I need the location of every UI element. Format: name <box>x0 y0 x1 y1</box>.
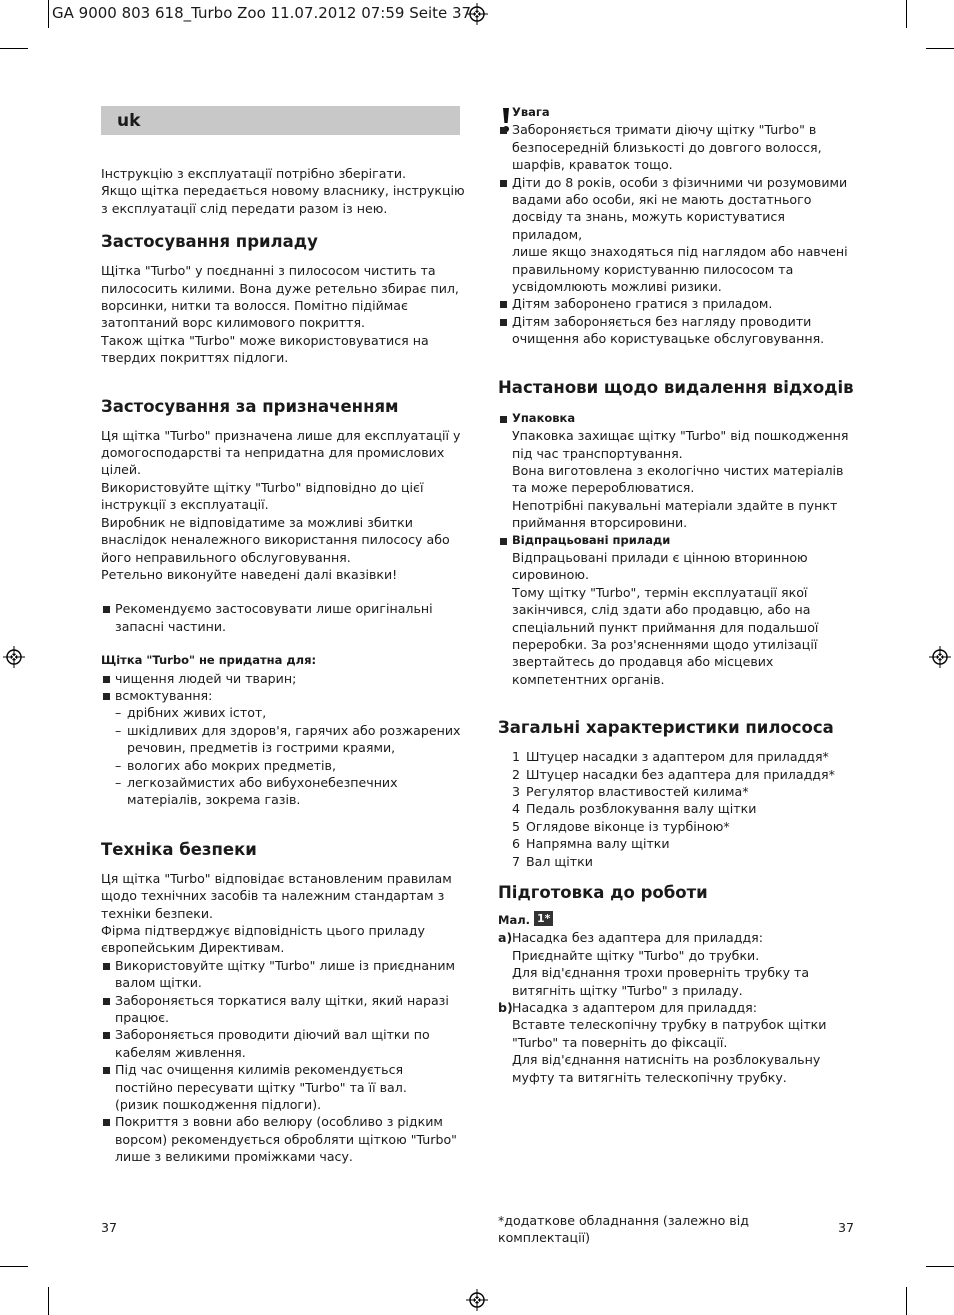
body-line: затоптаний ворс килимового покриття. <box>101 315 366 331</box>
bullet-text: усвідомлюють можливі ризики. <box>512 279 722 295</box>
registration-mark-icon <box>3 646 25 668</box>
bullet-text: Покриття з вовни або велюру (особливо з рідким <box>115 1114 443 1130</box>
intro-line: з експлуатації слід передати разом із нею. <box>101 200 388 216</box>
body-line: Упаковка захищає щітку "Turbo" від пошкодження <box>512 428 849 444</box>
body-line: техніки безпеки. <box>101 905 214 921</box>
bullet-text: вадами або особи, які не мають достатнього <box>512 192 812 208</box>
bullet-text: правильному користуванню пилососом та <box>512 261 794 277</box>
body-line: внаслідок неналежного використання пилососу або <box>101 532 450 548</box>
body-line: Фірма підтверджує відповідність цього приладу <box>101 923 425 938</box>
crop-mark <box>926 1266 954 1267</box>
language-code: uk <box>117 111 141 131</box>
crop-mark <box>926 48 954 49</box>
body-line: щодо технічних засобів та належним стандартам з <box>101 888 445 904</box>
dash-item <box>101 704 466 721</box>
intro-line: Якщо щітка передається новому власнику, інструкцію <box>101 183 465 199</box>
bullet-text: Забороняється проводити діючий вал щітки по <box>115 1027 430 1043</box>
bullet-text: постійно пересувати щітку "Turbo" та її вал. <box>115 1079 407 1095</box>
item-text: Штуцер насадки без адаптера для приладдя* <box>526 766 835 782</box>
body-line: твердих покриттях підлоги. <box>101 350 289 366</box>
item-number: 6 <box>512 836 521 852</box>
bullet-item <box>101 992 466 1027</box>
list-item <box>512 835 858 852</box>
item-number: 2 <box>512 766 521 782</box>
body-line: домогосподарстві та непридатна для промислових <box>101 445 445 461</box>
body-line: муфту та витягніть телескопічну трубку. <box>512 1069 787 1085</box>
body-line: звертайтесь до продавця або місцевих <box>512 654 774 670</box>
body-line: "Turbo" та поверніть до фіксації. <box>512 1034 728 1050</box>
bullet-text: всмоктування: <box>115 687 213 703</box>
item-number: 3 <box>512 784 521 799</box>
section-heading-preparation: Підготовка до роботи <box>498 883 708 903</box>
body-line: Виробник не відповідатиме за можливі збитки <box>101 514 413 530</box>
parts-list <box>498 748 858 870</box>
figure-reference <box>498 911 858 929</box>
item-text: Оглядове віконце із турбіною* <box>526 818 730 834</box>
bullet-text: Використовуйте щітку "Turbo" лише із приєднаним <box>115 957 456 973</box>
section-heading-purpose: Застосування за призначенням <box>101 396 399 416</box>
bullet-text: лише з великими проміжками часу. <box>115 1149 353 1165</box>
print-slug: GA 9000 803 618_Turbo Zoo 11.07.2012 07:59 Seite 37 <box>52 4 472 22</box>
step-text: Насадка з адаптером для приладдя: <box>512 1000 757 1016</box>
dash-text: – вологих або мокрих предметів, <box>127 757 336 773</box>
registration-mark-icon <box>929 646 951 668</box>
item-number: 5 <box>512 818 521 834</box>
bullet-text: Під час очищення килимів рекомендується <box>115 1062 404 1078</box>
dash-item <box>101 774 466 809</box>
packaging-heading: Упаковка <box>512 410 576 425</box>
section-heading-use: Застосування приладу <box>101 232 318 252</box>
body-line: ворсинки, нитки та волосся. Помітно підіймає <box>101 298 408 314</box>
bullet-text: працює. <box>115 1010 170 1026</box>
body-line: Для від'єднання натисніть на розблокувальну <box>512 1052 821 1068</box>
body-line: європейським Директивам. <box>101 940 285 956</box>
bullet-text: досвіду та знань, можуть користуватися приладом, <box>512 209 785 242</box>
list-item <box>512 783 858 800</box>
bullet-text: запасні частини. <box>115 618 227 634</box>
bullet-item <box>101 600 466 635</box>
item-number: 4 <box>512 801 521 817</box>
list-item <box>512 818 858 835</box>
bullet-item <box>101 687 466 704</box>
footnote-line: *додаткове обладнання (залежно від <box>498 1213 749 1228</box>
bullet-text: безпосередній близькості до довгого волосся, <box>512 139 822 155</box>
bullet-item <box>498 174 858 296</box>
dash-item <box>101 722 466 757</box>
bullet-text: (ризик пошкодження підлоги). <box>115 1097 322 1113</box>
left-column <box>101 165 466 1166</box>
body-line: інструкції з експлуатації. <box>101 497 269 513</box>
bullet-item <box>101 670 466 687</box>
registration-mark-icon <box>466 1289 488 1311</box>
item-text: Штуцер насадки з адаптером для приладдя* <box>526 749 829 765</box>
bullet-item <box>498 313 858 348</box>
body-line: та може перероблюватися. <box>512 480 695 496</box>
bullet-text: Забороняється торкатися валу щітки, який наразі <box>115 992 449 1008</box>
body-line: Щітка "Turbo" у поєднанні з пилососом чистить та <box>101 263 436 279</box>
dash-text: речовин, предметів із гострими краями, <box>127 740 396 756</box>
intro-line: Інструкцію з експлуатації потрібно зберігати. <box>101 166 407 181</box>
right-column <box>498 104 858 1086</box>
step-b <box>498 999 858 1016</box>
bullet-text: шарфів, краваток тощо. <box>512 157 673 173</box>
item-text: Педаль розблокування валу щітки <box>526 801 757 817</box>
body-line: Вставте телескопічну трубку в патрубок щітки <box>512 1017 827 1033</box>
bullet-text: Дітям заборонено гратися з приладом. <box>512 296 773 312</box>
body-line: компетентних органів. <box>512 671 665 687</box>
bullet-item <box>101 1061 466 1113</box>
step-b-text <box>498 1016 858 1086</box>
bullet-text: валом щітки. <box>115 975 202 991</box>
bullet-text: очищення або користувацьке обслуговування. <box>512 331 825 347</box>
list-item <box>512 800 858 817</box>
item-number: 7 <box>512 853 521 869</box>
body-line: Для від'єднання трохи проверніть трубку та <box>512 965 810 981</box>
packaging-text <box>498 427 858 531</box>
body-line: Ретельно виконуйте наведені далі вказівки! <box>101 566 398 582</box>
footnote-line: комплектації) <box>498 1230 590 1246</box>
page-number-left: 37 <box>101 1220 118 1235</box>
crop-mark <box>0 1266 28 1267</box>
footnote <box>498 1212 798 1247</box>
bullet-item <box>498 121 858 173</box>
step-a <box>498 929 858 946</box>
body-line: цілей. <box>101 462 142 478</box>
bullet-item <box>498 295 858 312</box>
step-label: b) <box>498 1000 513 1016</box>
bullet-text: лише якщо знаходяться під наглядом або навчені <box>512 244 848 260</box>
body-line: переробки. За роз'ясненнями щодо утилізації <box>512 636 818 652</box>
body-line: Непотрібні пакувальні матеріали здайте в пункт <box>512 497 838 513</box>
body-line: Відпрацьовані прилади є цінною вторинною <box>512 549 808 565</box>
bullet-item <box>498 410 858 427</box>
dash-text: – дрібних живих істот, <box>127 705 267 721</box>
body-line: під час транспортування. <box>512 445 683 461</box>
body-line: Використовуйте щітку "Turbo" відповідно до цієї <box>101 479 424 495</box>
dash-text: – шкідливих для здоров'я, гарячих або розжарених <box>127 722 461 738</box>
list-item <box>512 748 858 765</box>
dash-text: – легкозаймистих або вибухонебезпечних <box>127 774 398 790</box>
crop-mark <box>48 0 49 28</box>
section-heading-safety: Техніка безпеки <box>101 839 257 859</box>
body-line: Приєднайте щітку "Turbo" до трубки. <box>512 947 760 963</box>
dash-text: матеріалів, зокрема газів. <box>127 792 301 808</box>
bullet-text: чищення людей чи тварин; <box>115 670 297 686</box>
body-line: Також щітка "Turbo" може використовуватися на <box>101 332 429 348</box>
old-appliances-text <box>498 549 858 688</box>
step-a-text <box>498 947 858 999</box>
body-line: закінчився, слід здати або продавцю, або на <box>512 602 811 618</box>
list-item <box>512 853 858 870</box>
crop-mark <box>0 48 28 49</box>
bullet-text: Дітям забороняється без нагляду проводити <box>512 313 812 329</box>
body-line: Ця щітка "Turbo" відповідає встановленим правилам <box>101 870 452 886</box>
figure-label: Мал. <box>498 913 530 928</box>
body-line: приймання вторсировини. <box>512 515 688 531</box>
bullet-text: Діти до 8 років, особи з фізичними чи розумовими <box>512 174 848 190</box>
step-text: Насадка без адаптера для приладдя: <box>512 930 764 946</box>
page-number-right: 37 <box>838 1220 855 1235</box>
dash-item <box>101 757 466 774</box>
section-heading-overview: Загальні характеристики пилососа <box>498 718 834 738</box>
bullet-item <box>101 1113 466 1165</box>
bullet-item <box>101 957 466 992</box>
unsuitable-heading: Щітка "Turbo" не придатна для: <box>101 653 317 668</box>
body-line: спеціальний пункт приймання для подальшої <box>512 619 819 635</box>
item-number: 1 <box>512 749 521 765</box>
language-bar <box>101 106 460 135</box>
crop-mark <box>48 1287 49 1315</box>
body-line: витягніть щітку "Turbo" з приладу. <box>512 982 743 998</box>
item-text: Напрямна валу щітки <box>526 836 670 852</box>
item-text: Вал щітки <box>526 853 593 869</box>
crop-mark <box>906 0 907 28</box>
bullet-text: Забороняється тримати діючу щітку "Turbo" в <box>512 122 817 138</box>
bullet-text: Рекомендуємо застосовувати лише оригінальні <box>115 601 433 617</box>
crop-mark <box>906 1287 907 1315</box>
list-item <box>512 766 858 783</box>
body-line: Ця щітка "Turbo" призначена лише для експлуатації у <box>101 427 461 443</box>
bullet-item <box>498 532 858 549</box>
body-line: його неправильного обслуговування. <box>101 549 351 565</box>
body-line: Тому щітку "Turbo", термін експлуатації якої <box>512 584 808 600</box>
old-appliances-heading: Відпрацьовані прилади <box>512 532 671 547</box>
body-line: Вона виготовлена з екологічно чистих матеріалів <box>512 462 844 478</box>
item-text: Регулятор властивостей килима* <box>526 784 749 799</box>
figure-number-badge: 1* <box>534 911 553 926</box>
step-label: a) <box>498 930 513 946</box>
body-line: сировиною. <box>512 567 589 583</box>
warning-heading: Увага <box>512 105 550 119</box>
section-heading-disposal: Настанови щодо видалення відходів <box>498 377 854 397</box>
bullet-text: кабелям живлення. <box>115 1044 246 1060</box>
bullet-item <box>101 1026 466 1061</box>
body-line: пилососить килими. Вона дуже ретельно збирає пил, <box>101 280 459 296</box>
bullet-text: ворсом) рекомендується обробляти щіткою "Turbo" <box>115 1131 457 1147</box>
